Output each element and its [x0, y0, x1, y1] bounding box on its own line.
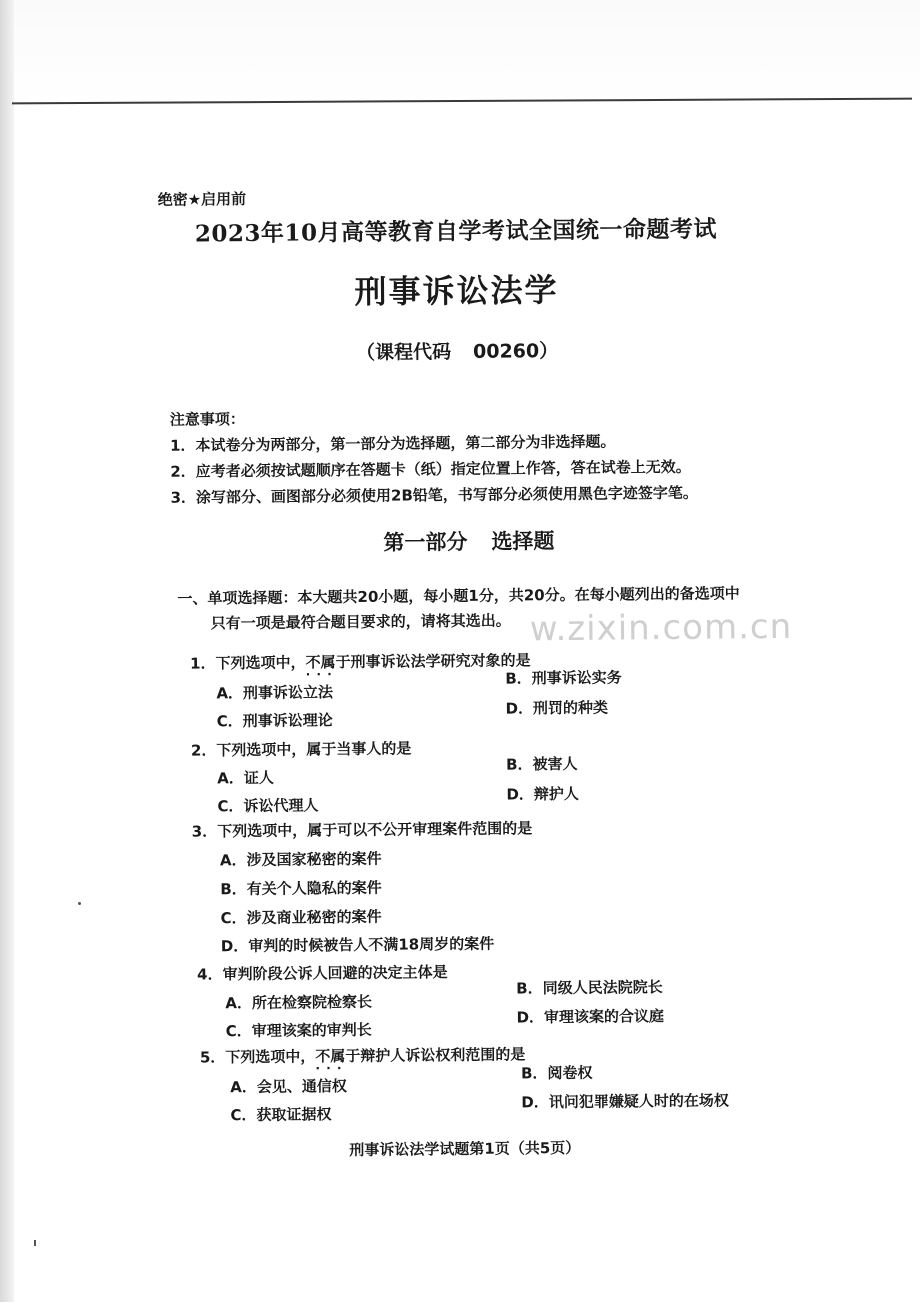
- question-stem: 2．下列选项中，属于当事人的是: [190, 739, 412, 760]
- watermark: w.zixin.com.cn: [529, 606, 793, 650]
- option-d: D．讯问犯罪嫌疑人时的在场权: [521, 1091, 729, 1112]
- part-one-label: 第一部分: [383, 529, 468, 555]
- option-a: A．会见、通信权: [230, 1077, 347, 1097]
- section-line-1: 一、单项选择题：本大题共20小题，每小题1分，共20分。在每小题列出的备选项中: [177, 584, 740, 608]
- option-a: A．所在检察院检察长: [225, 992, 373, 1013]
- notice-item: 3．涂写部分、画图部分必须使用2B铅笔，书写部分必须使用黑色字迹签字笔。: [170, 483, 698, 507]
- question-stem: 3．下列选项中，属于可以不公开审理案件范围的是: [191, 819, 533, 841]
- option-c: C．获取证据权: [230, 1105, 332, 1125]
- course-code-label: （课程代码: [355, 341, 452, 364]
- option-b: B．被害人: [506, 754, 578, 774]
- option-d: D．审判的时候被告人不满18周岁的案件: [220, 934, 495, 956]
- option-c: C．审理该案的审判长: [225, 1020, 372, 1041]
- question-stem: 4．审判阶段公诉人回避的决定主体是: [197, 963, 448, 984]
- option-c: C．刑事诉讼理论: [216, 711, 333, 731]
- option-a: A．刑事诉讼立法: [216, 683, 334, 703]
- part-one-heading: [0, 521, 920, 560]
- option-d: D．审理该案的合议庭: [516, 1007, 665, 1027]
- page-footer: 刑事诉讼法学试题第1页（共5页）: [349, 1138, 581, 1160]
- notice-item: 2．应考者必须按试题顺序在答题卡（纸）指定位置上作答，答在试卷上无效。: [170, 457, 691, 481]
- scan-speck: [78, 902, 81, 905]
- question-stem: [190, 649, 531, 673]
- option-c: C．诉讼代理人: [217, 796, 319, 816]
- option-b: B．同级人民法院院长: [516, 978, 663, 998]
- section-line-2: 只有一项是最符合题目要求的，请将其选出。: [210, 611, 511, 633]
- question-stem: [200, 1043, 526, 1067]
- option-d: D．刑罚的种类: [505, 698, 609, 718]
- notice-item: 1．本试卷分为两部分，第一部分为选择题，第二部分为非选择题。: [169, 432, 616, 455]
- notice-title: 注意事项：: [169, 410, 245, 429]
- option-c: C．涉及商业秘密的案件: [220, 907, 382, 928]
- stem-part: 1．下列选项中，: [190, 653, 306, 673]
- course-code: [0, 333, 917, 369]
- exam-title: 2023年10月高等教育自学考试全国统一命题考试: [194, 215, 718, 248]
- option-b: B．有关个人隐私的案件: [220, 878, 382, 899]
- scan-speck: [34, 1240, 36, 1246]
- option-d: D．辩护人: [506, 784, 579, 804]
- option-a: A．证人: [217, 768, 274, 788]
- subject-title: 刑事诉讼法学: [354, 271, 559, 311]
- option-b: B．刑事诉讼实务: [505, 668, 622, 688]
- stem-emphasis: 不属于 · · ·: [315, 1047, 360, 1065]
- part-one-type: 选择题: [491, 529, 555, 554]
- option-a: A．涉及国家秘密的案件: [219, 849, 382, 870]
- confidential-label: 绝密★启用前: [157, 190, 247, 209]
- stem-part: 辩护人诉讼权利范围的是: [360, 1045, 526, 1065]
- stem-emphasis: 不属于 · · ·: [305, 653, 350, 671]
- option-b: B．阅卷权: [520, 1063, 593, 1083]
- stem-part: 刑事诉讼法学研究对象的是: [350, 651, 531, 672]
- course-code-number: 00260）: [472, 340, 559, 363]
- stem-part: 5．下列选项中，: [199, 1047, 316, 1067]
